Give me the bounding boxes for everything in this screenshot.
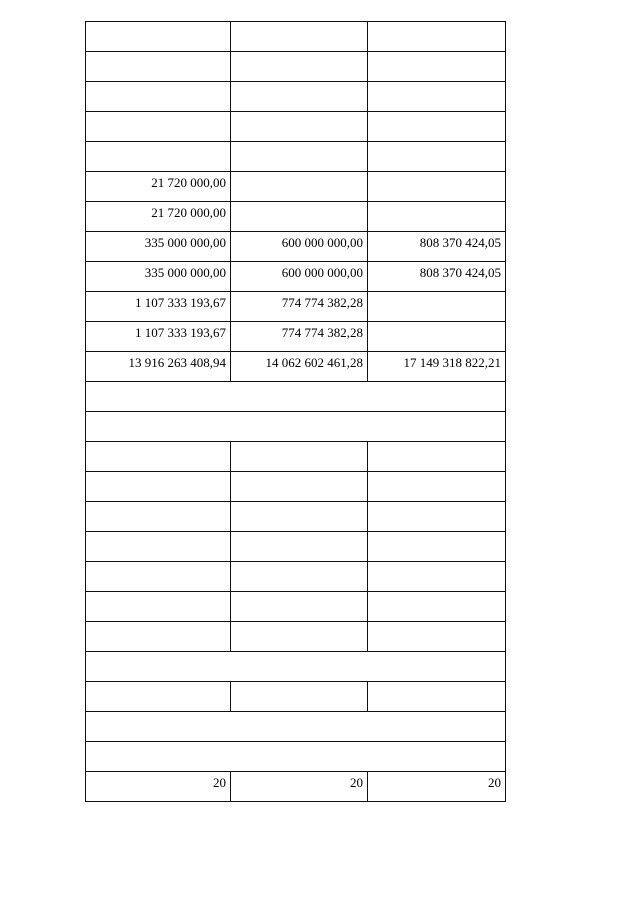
table-cell [368,532,506,562]
merged-cell [86,382,506,412]
table-cell [86,472,231,502]
table-row [86,232,506,262]
table-row [86,622,506,652]
table-row [86,412,506,442]
table-cell [231,562,368,592]
table-cell: 335 000 000,00 [86,262,231,292]
table-cell [231,22,368,52]
table-cell: 17 149 318 822,21 [368,352,506,382]
table-cell [231,472,368,502]
table-cell: 21 720 000,00 [86,172,231,202]
table-cell [368,592,506,622]
table-cell: 14 062 602 461,28 [231,352,368,382]
table-cell: 13 916 263 408,94 [86,352,231,382]
table-row [86,682,506,712]
table-cell: 335 000 000,00 [86,232,231,262]
table-cell [368,52,506,82]
table-cell [231,112,368,142]
table-cell [231,172,368,202]
table-row [86,262,506,292]
table-cell [368,562,506,592]
table-row [86,442,506,472]
merged-cell [86,712,506,742]
merged-cell [86,652,506,682]
table-cell [231,52,368,82]
table-row [86,22,506,52]
table-cell: 774 774 382,28 [231,322,368,352]
table-cell [231,502,368,532]
table-row [86,532,506,562]
table-cell [86,502,231,532]
table-cell [231,442,368,472]
table-cell [368,292,506,322]
table-row [86,82,506,112]
table-row [86,322,506,352]
table-row [86,502,506,532]
table-cell: 808 370 424,05 [368,232,506,262]
table-cell [86,52,231,82]
table-row [86,652,506,682]
table-cell [368,472,506,502]
table-row [86,472,506,502]
table-row [86,742,506,772]
table-cell: 1 107 333 193,67 [86,292,231,322]
table-cell [86,592,231,622]
table-cell [368,82,506,112]
table-cell: 20 [86,772,231,802]
table-cell [86,622,231,652]
financial-table [85,21,506,802]
table-cell [86,442,231,472]
table-cell [368,112,506,142]
table-row [86,382,506,412]
table-cell [231,592,368,622]
table-cell [368,682,506,712]
table-cell [86,82,231,112]
table-cell [368,142,506,172]
table-cell [86,142,231,172]
table-cell: 774 774 382,28 [231,292,368,322]
table-row [86,712,506,742]
table-row [86,352,506,382]
table-cell [231,202,368,232]
table-cell [231,622,368,652]
table-cell [368,22,506,52]
table-cell: 1 107 333 193,67 [86,322,231,352]
table-cell [368,172,506,202]
table-cell [368,202,506,232]
table-cell [86,532,231,562]
table-row [86,292,506,322]
table-cell [231,142,368,172]
table-cell [368,442,506,472]
table-cell [86,562,231,592]
table-cell [368,502,506,532]
table-cell: 600 000 000,00 [231,232,368,262]
table-cell: 20 [368,772,506,802]
table-row [86,772,506,802]
table-cell [86,112,231,142]
table-row [86,142,506,172]
table-row [86,112,506,142]
table-row [86,172,506,202]
table-cell [231,682,368,712]
table-row [86,202,506,232]
table-cell [86,682,231,712]
table-row [86,562,506,592]
merged-cell [86,742,506,772]
table-cell: 808 370 424,05 [368,262,506,292]
table-cell: 21 720 000,00 [86,202,231,232]
table-cell [231,82,368,112]
table-cell [86,22,231,52]
table-row [86,52,506,82]
merged-cell [86,412,506,442]
table-row [86,592,506,622]
table-cell [231,532,368,562]
table-cell [368,322,506,352]
table-cell [368,622,506,652]
table-body [86,22,506,802]
table-cell: 600 000 000,00 [231,262,368,292]
table-cell: 20 [231,772,368,802]
